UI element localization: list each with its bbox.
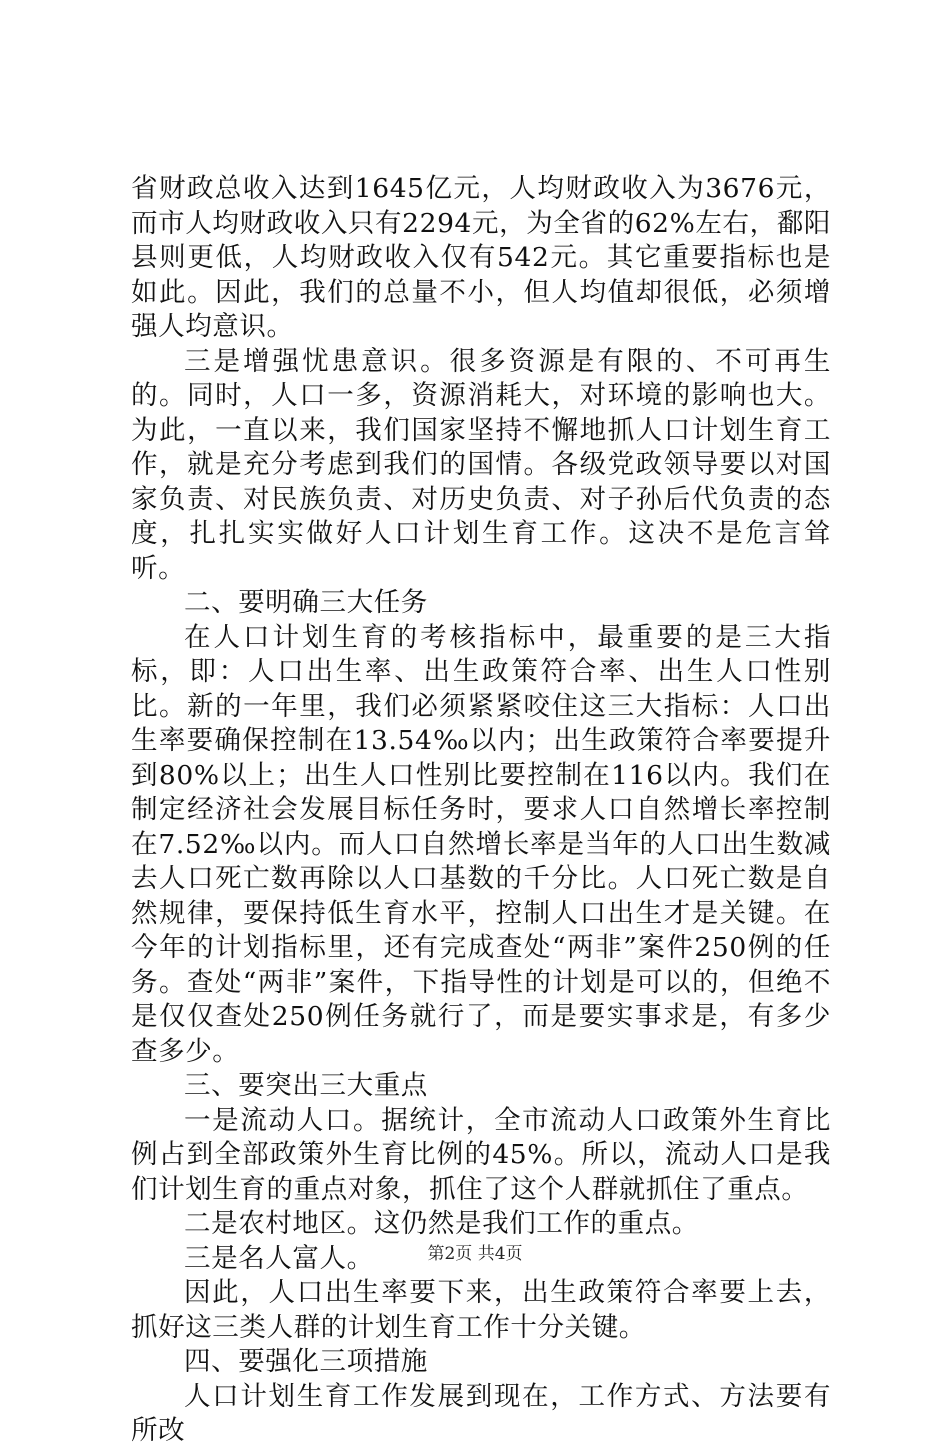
page-footer: 第2页 共4页 (427, 1244, 523, 1264)
section-heading-3: 三、要突出三大重点 (184, 1070, 428, 1101)
paragraph-1: 省财政总收入达到1645亿元，人均财政收入为3676元，而市人均财政收入只有2294元，为全省的62%左右，鄱阳县则更低，人均财政收入仅有542元。其它重要指标也是如此。因此，我们的总量不小，但人均值却很低，必须增强人均意识。 (131, 173, 831, 342)
paragraph-8: 人口计划生育工作发展到现在，工作方式、方法要有所改 (131, 1380, 831, 1446)
paragraph-5: 二是农村地区。这仍然是我们工作的重点。 (184, 1208, 699, 1239)
paragraph-2: 三是增强忧患意识。很多资源是有限的、不可再生的。同时，人口一多，资源消耗大，对环境的影响也大。为此，一直以来，我们国家坚持不懈地抓人口计划生育工作，就是充分考虑到我们的国情。各级党政领导要以对国家负责、对民族负责、对历史负责、对子孙后代负责的态度，扎扎实实做好人口计划生育工作。这决不是危言耸听。 (131, 345, 831, 584)
paragraph-3: 在人口计划生育的考核指标中，最重要的是三大指标，即：人口出生率、出生政策符合率、出生人口性别比。新的一年里，我们必须紧紧咬住这三大指标：人口出生率要确保控制在13.54‰以内；出生政策符合率要提升到80%以上；出生人口性别比要控制在116以内。我们在制定经济社会发展目标任务时，要求人口自然增长率控制在7.52‰以内。而人口自然增长率是当年的人口出生数减去人口死亡数再除以人口基数的千分比。人口死亡数是自然规律，要保持低生育水平，控制人口出生才是关键。在今年的计划指标里，还有完成查处“两非”案件250例的任务。查处“两非”案件，下指导性的计划是可以的，但绝不是仅仅查处250例任务就行了，而是要实事求是，有多少查多少。 (131, 621, 831, 1067)
paragraph-6: 三是名人富人。 (184, 1242, 374, 1274)
section-heading-2: 二、要明确三大任务 (184, 587, 428, 618)
section-heading-4: 四、要强化三项措施 (184, 1346, 428, 1377)
paragraph-4: 一是流动人口。据统计，全市流动人口政策外生育比例占到全部政策外生育比例的45%。所以，流动人口是我们计划生育的重点对象，抓住了这个人群就抓住了重点。 (131, 1104, 831, 1205)
paragraph-7: 因此，人口出生率要下来，出生政策符合率要上去，抓好这三类人群的计划生育工作十分关键。 (131, 1277, 831, 1343)
